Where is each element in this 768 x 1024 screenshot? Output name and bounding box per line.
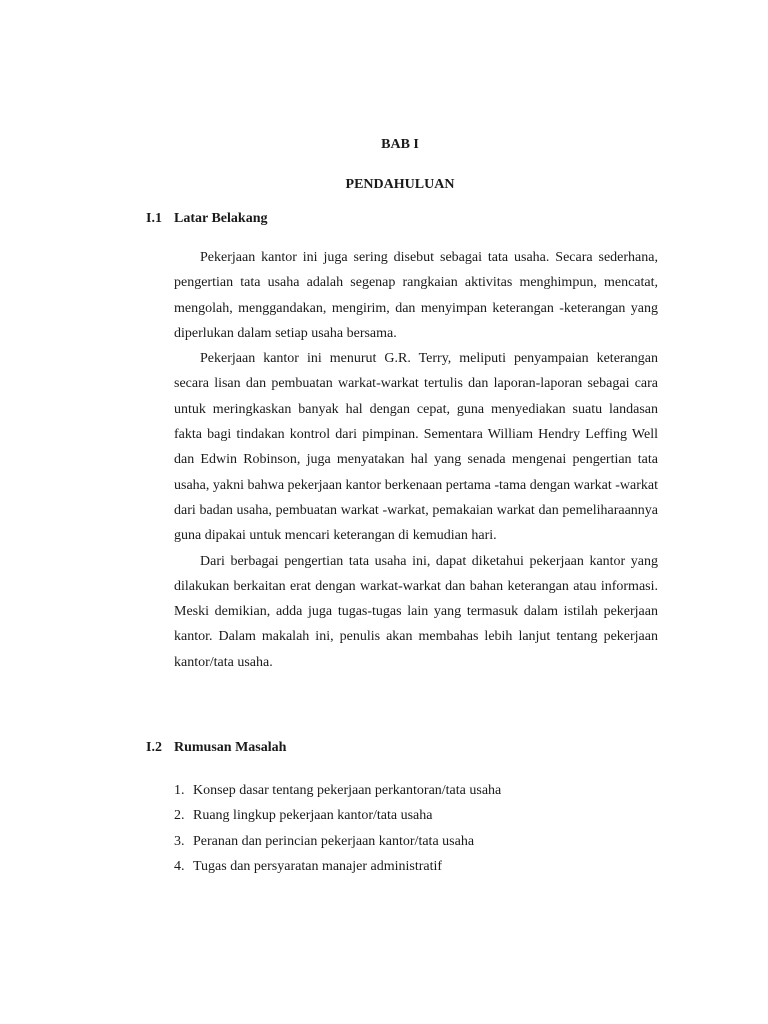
list-item-text: Peranan dan perincian pekerjaan kantor/tata usaha (193, 833, 475, 849)
paragraph: Pekerjaan kantor ini juga sering disebut sebagai tata usaha. Secara sederhana, pengertian tata usaha adalah segenap rangkaian aktivitas menghimpun, mencatat, mengolah, menggandakan, mengirim, dan menyimpan keterangan -keterangan yang diperlukan dalam setiap usaha bersama. (174, 250, 658, 341)
section-title: Rumusan Masalah (174, 740, 287, 755)
list-marker: 4. (174, 858, 185, 874)
list-marker: 1. (174, 783, 185, 798)
section-heading-rumusan-masalah (146, 740, 286, 756)
paragraph: Dari berbagai pengertian tata usaha ini, dapat diketahui pekerjaan kantor yang dilakukan berkaitan erat dengan warkat-warkat dan bahan keterangan atau informasi. Meski demikian, adda juga tugas-tugas lain yang termasuk dalam istilah pekerjaan kantor. Dalam makalah ini, penulis akan membahas lebih lanjut tentang pekerjaan kantor/tata usaha. (174, 553, 658, 670)
list-item (174, 829, 501, 854)
paragraph: Pekerjaan kantor ini menurut G.R. Terry, meliputi penyampaian keterangan secara lisan dan pembuatan warkat-warkat tertulis dan laporan-laporan sebagai cara untuk meringkaskan banyak hal dengan cepat, guna menyediakan suatu landasan fakta bagi tindakan kontrol dari pimpinan. Sementara William Hendry Leffing Well dan Edwin Robinson, juga menyatakan hal yang senada mengenai pengertian tata usaha, yakni bahwa pekerjaan kantor berkenaan pertama -tama dengan warkat -warkat dari badan usaha, pembuatan warkat -warkat, pemakaian warkat dan pemeliharaannya guna dipakai untuk mencari keterangan di kemudian hari. (174, 351, 658, 544)
list-marker: 3. (174, 833, 185, 849)
section-title: Latar Belakang (174, 211, 268, 226)
list-item (174, 854, 501, 879)
problem-list (174, 778, 501, 879)
section-heading-latar-belakang (146, 211, 267, 227)
list-marker: 2. (174, 808, 185, 824)
list-item (174, 778, 501, 803)
list-item-text: Konsep dasar tentang pekerjaan perkantoran/tata usaha (193, 783, 502, 798)
list-item-text: Ruang lingkup pekerjaan kantor/tata usaha (193, 808, 433, 824)
section-number: I.2 (146, 740, 162, 755)
section-body-latar-belakang (174, 245, 658, 675)
list-item-text: Tugas dan persyaratan manajer administratif (193, 858, 443, 874)
list-item (174, 803, 501, 828)
chapter-title: PENDAHULUAN (345, 177, 455, 192)
chapter-number: BAB I (381, 137, 419, 152)
section-number: I.1 (146, 211, 162, 226)
